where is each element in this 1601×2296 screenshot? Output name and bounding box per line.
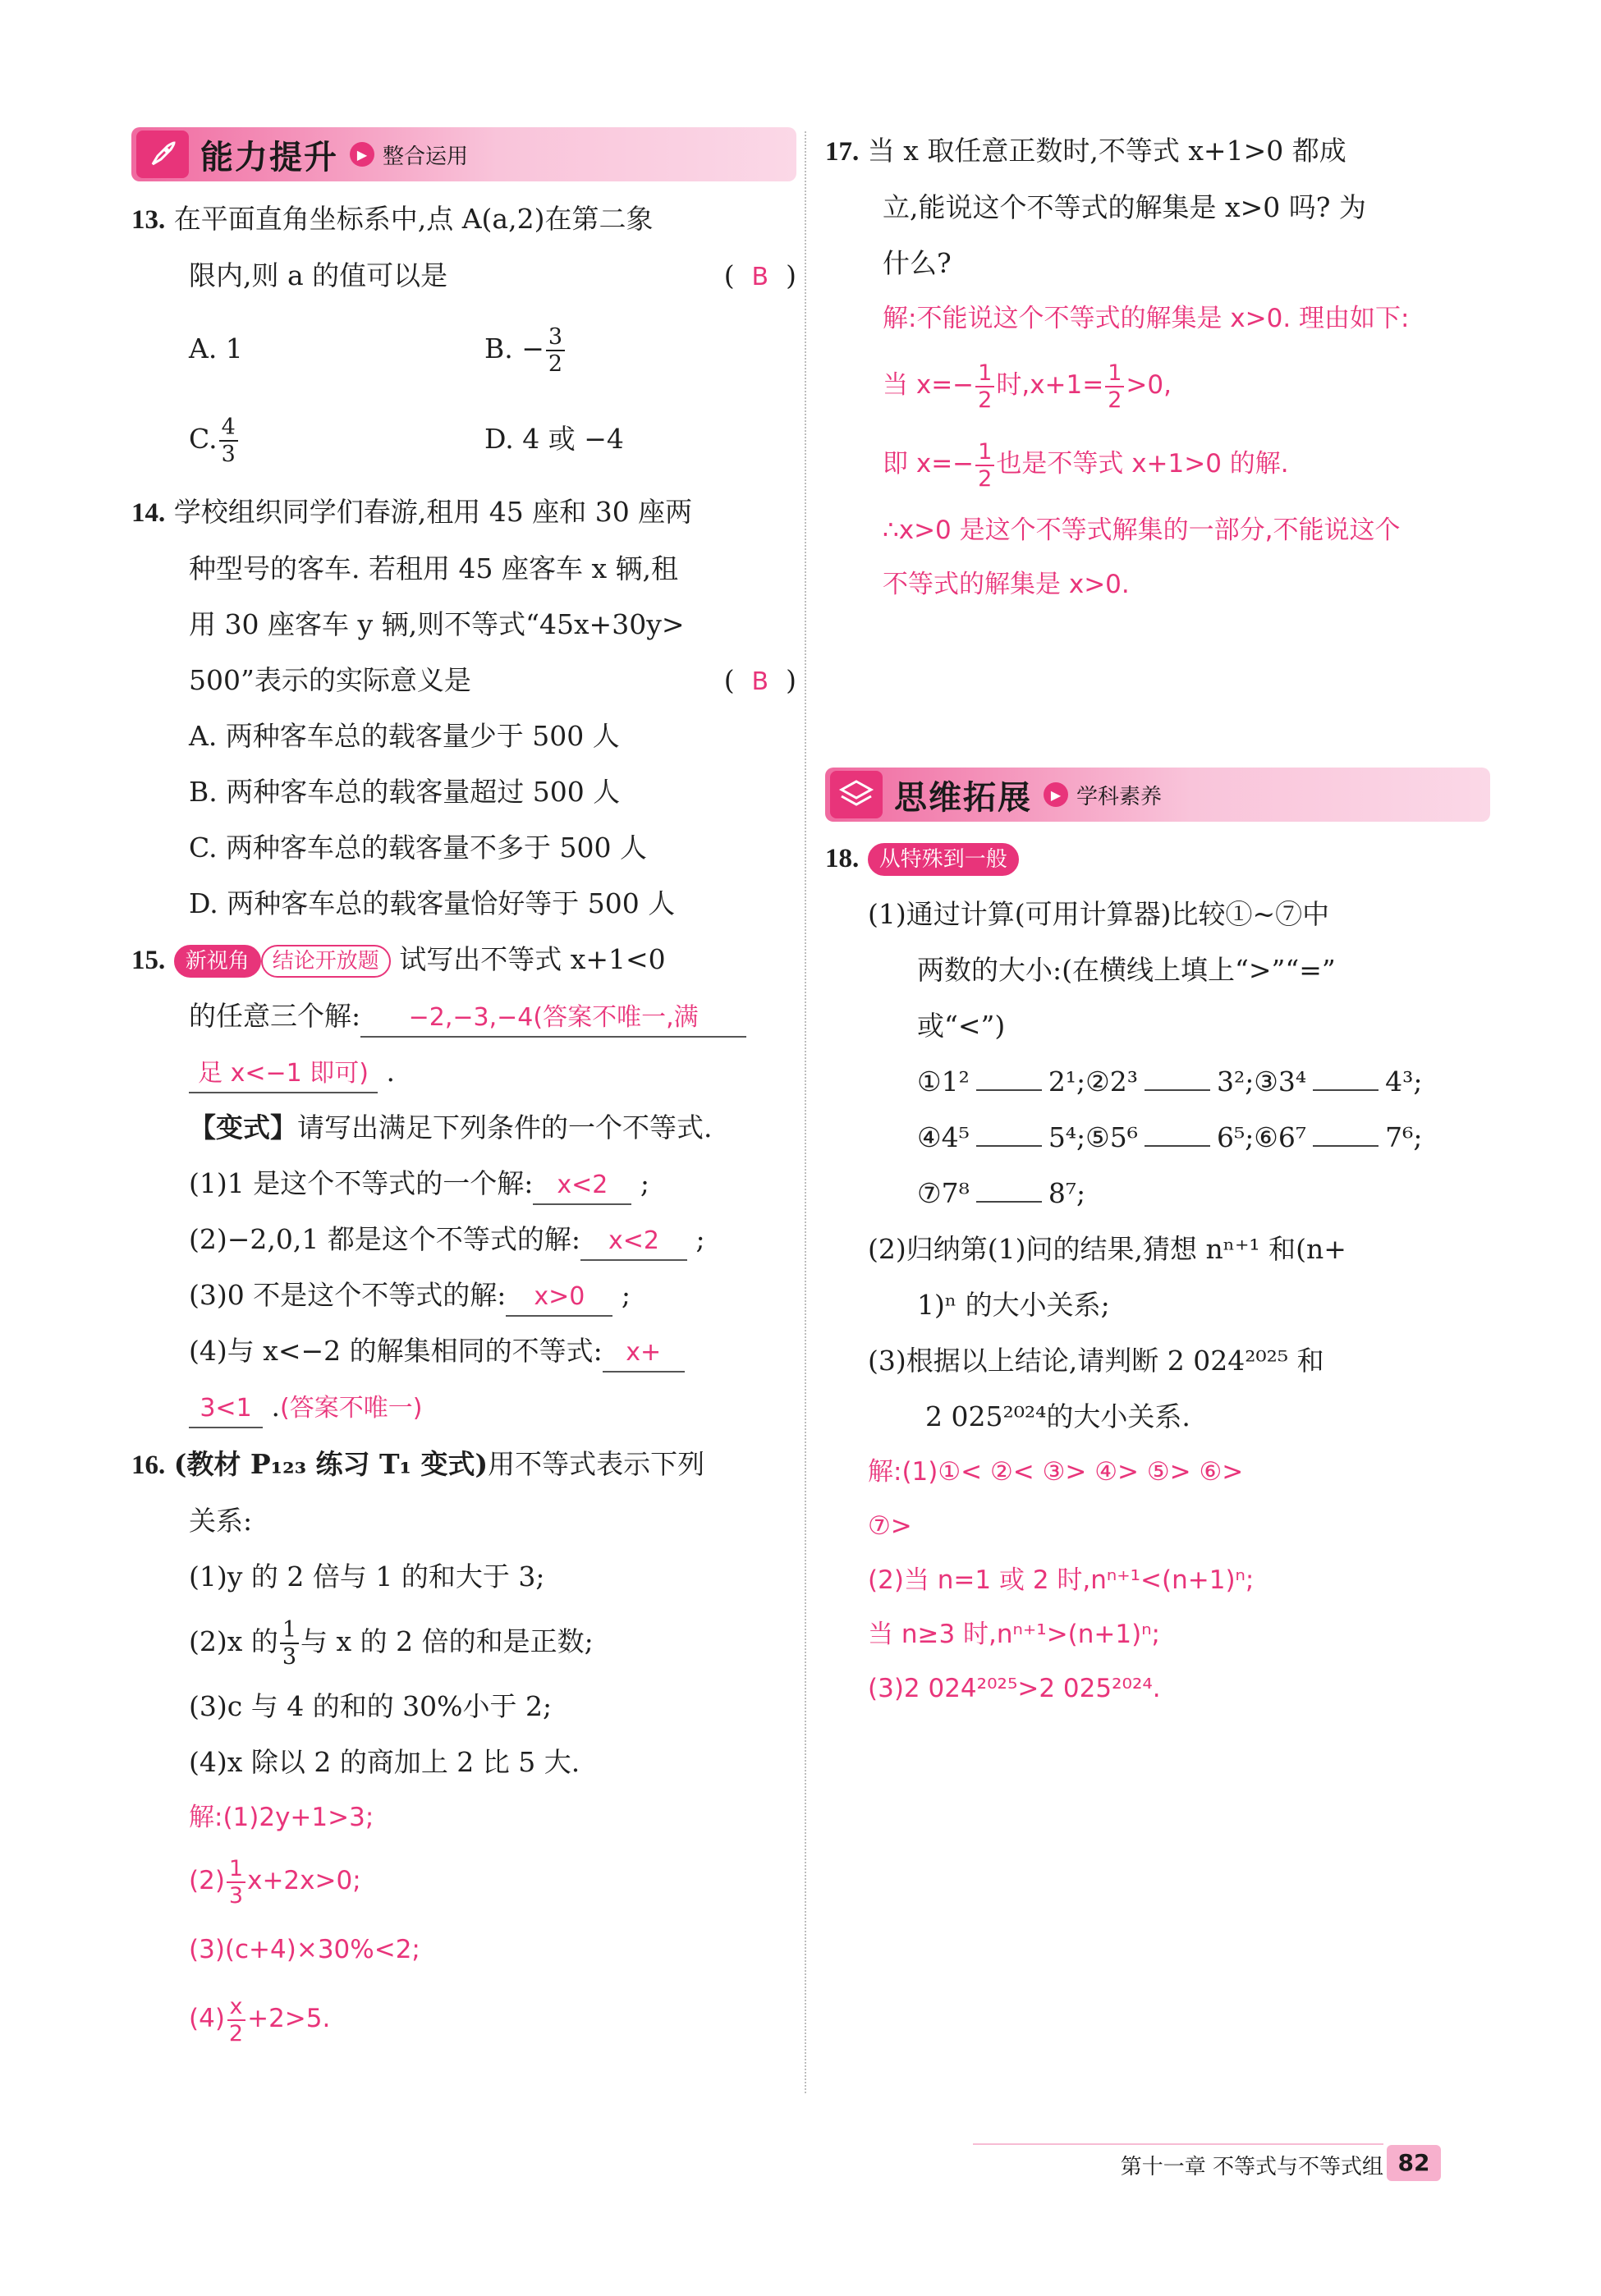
question-18 xyxy=(825,830,1490,1716)
question-number: 14. xyxy=(131,498,166,528)
sub-question: (3)根据以上结论,请判断 2 024²⁰²⁵ 和 xyxy=(868,1345,1324,1377)
question-text: 当 x 取任意正数时,不等式 x+1>0 都成 xyxy=(867,135,1346,167)
question-17 xyxy=(825,123,1490,612)
left-column xyxy=(131,127,796,2055)
question-source: (教材 P₁₂₃ 练习 T₁ 变式) xyxy=(173,1448,489,1480)
variant-text: 请写出满足下列条件的一个不等式. xyxy=(297,1111,713,1143)
variant-item: (2)−2,0,1 都是这个不等式的解: xyxy=(189,1223,580,1255)
tag-new-perspective: 新视角 xyxy=(174,945,261,978)
solution-line: (4) $\frac{x}{2}$ +2>5. xyxy=(189,1993,331,2046)
question-number: 13. xyxy=(131,205,166,235)
solution-line: (2) $\frac{1}{3}$ x+2x>0; xyxy=(189,1855,361,1909)
question-text: 立,能说这个不等式的解集是 x>0 吗? 为 xyxy=(883,191,1366,223)
sub-question: 两数的大小:(在横线上填上“>”“=” xyxy=(917,954,1336,986)
question-14 xyxy=(131,484,796,932)
question-number: 18. xyxy=(825,844,860,873)
option-d: D. 4 或 −4 xyxy=(484,423,624,455)
compare-row: ⑦7⁸ 8⁷; xyxy=(917,1177,1086,1209)
option-c: C. 两种客车总的载客量不多于 500 人 xyxy=(189,832,648,864)
section-subtitle: 整合运用 xyxy=(383,144,469,169)
answer-choice: B xyxy=(751,263,769,291)
chapter-title: 第十一章 不等式与不等式组 xyxy=(1120,2155,1383,2179)
solution-line: (3)2 024²⁰²⁵>2 025²⁰²⁴. xyxy=(868,1674,1161,1703)
variant-item: (4)与 x<−2 的解集相同的不等式: xyxy=(189,1335,603,1367)
right-column xyxy=(825,123,1490,1716)
solution-line: ⑦> xyxy=(868,1511,912,1541)
question-text: 500”表示的实际意义是 xyxy=(189,664,471,696)
variant-item: (3)0 不是这个不等式的解: xyxy=(189,1279,507,1311)
question-text: 学校组织同学们春游,租用 45 座和 30 座两 xyxy=(173,496,693,528)
sub-question: 或“<”) xyxy=(917,1010,1006,1042)
question-13 xyxy=(131,191,796,484)
play-icon: ▶ xyxy=(350,142,374,167)
solution-line: 解:(1)2y+1>3; xyxy=(189,1803,374,1832)
sub-question: (4)x 除以 2 的商加上 2 比 5 大. xyxy=(189,1746,580,1778)
solution-line: (3)(c+4)×30%<2; xyxy=(189,1935,420,1964)
answer-choice: B xyxy=(751,667,769,696)
sub-question: (1)y 的 2 倍与 1 的和大于 3; xyxy=(189,1560,545,1593)
section-subtitle: 学科素养 xyxy=(1076,784,1163,809)
question-text: 种型号的客车. 若租用 45 座客车 x 辆,租 xyxy=(189,552,679,584)
question-text: 什么? xyxy=(883,247,952,279)
question-text: 限内,则 a 的值可以是 xyxy=(189,259,448,291)
question-number: 15. xyxy=(131,946,166,975)
answer-blank: 足 x<−1 即可) xyxy=(189,1056,378,1093)
tag-special-to-general: 从特殊到一般 xyxy=(868,843,1019,876)
section-banner-thinking xyxy=(825,768,1490,822)
answer-blank: 3<1 xyxy=(189,1391,263,1428)
option-a: A. 1 xyxy=(189,332,243,364)
answer-blank: x<2 xyxy=(533,1167,631,1205)
sub-question: (1)通过计算(可用计算器)比较①~⑦中 xyxy=(868,898,1330,930)
column-divider xyxy=(805,131,806,2093)
section-banner-ability xyxy=(131,127,796,181)
sub-question: 1)ⁿ 的大小关系; xyxy=(917,1289,1110,1321)
question-text: 关系: xyxy=(189,1505,253,1537)
solution-line: 当 n≥3 时,nⁿ⁺¹>(n+1)ⁿ; xyxy=(868,1620,1161,1649)
question-15: 15. 新视角 结论开放题 试写出不等式 x+1<0 的任意三个解: −2,−3,−4(答案不唯一,满 足 x<−1 即可) . 【变式】请写出满足下列条件的一个不等式. (1)1 是这个不等式的一个解: x<2 ; (2)−2,0,1 都是这个不等式的解: x<2 ; (3)0 不是这个不等式的解: x>0 ; (4)与 x<−2 的解集相同的不等式: x+ 3<1 .(答案不唯一) xyxy=(131,932,796,1437)
page-footer xyxy=(973,2138,1482,2186)
answer-blank: x<2 xyxy=(580,1223,687,1261)
option-c: C. $\frac{4}{3}$ xyxy=(189,394,484,484)
question-text: 在平面直角坐标系中,点 A(a,2)在第二象 xyxy=(173,203,654,235)
options xyxy=(131,304,796,484)
answer-blank: −2,−3,−4(答案不唯一,满 xyxy=(360,1000,746,1038)
question-text: 用不等式表示下列 xyxy=(488,1448,705,1480)
solution-line: 解:(1)①< ②< ③> ④> ⑤> ⑥> xyxy=(868,1457,1244,1487)
option-d: D. 两种客车总的载客量恰好等于 500 人 xyxy=(189,887,676,919)
sub-question: (2)x 的 $\frac{1}{3}$ 与 x 的 2 倍的和是正数; xyxy=(189,1617,594,1670)
solution-line: 解:不能说这个不等式的解集是 x>0. 理由如下: xyxy=(883,304,1410,333)
solution-line: ∴x>0 是这个不等式解集的一部分,不能说这个 xyxy=(883,516,1401,545)
rocket-icon xyxy=(136,131,189,178)
compare-row: ①1² 2¹;②2³ 3²;③3⁴ 4³; xyxy=(917,1066,1423,1098)
question-text: 用 30 座客车 y 辆,则不等式“45x+30y> xyxy=(189,608,685,640)
question-text: 的任意三个解: xyxy=(189,1000,361,1032)
variant-item: (1)1 是这个不等式的一个解: xyxy=(189,1167,534,1199)
solution-line: 不等式的解集是 x>0. xyxy=(883,570,1130,599)
answer-blank: x+ xyxy=(603,1335,685,1373)
question-number: 16. xyxy=(131,1450,166,1480)
solution-line: 即 x=− $\frac{1}{2}$ 也是不等式 x+1>0 的解. xyxy=(883,438,1289,492)
solution-line: (2)当 n=1 或 2 时,nⁿ⁺¹<(n+1)ⁿ; xyxy=(868,1565,1255,1595)
page-number: 82 xyxy=(1387,2145,1441,2181)
variant-label: 【变式】 xyxy=(189,1111,297,1143)
answer-bracket: ( B ) xyxy=(723,664,796,696)
sub-question: (3)c 与 4 的和的 30%小于 2; xyxy=(189,1690,553,1722)
compare-row: ④4⁵ 5⁴;⑤5⁶ 6⁵;⑥6⁷ 7⁶; xyxy=(917,1121,1423,1153)
option-a: A. 两种客车总的载客量少于 500 人 xyxy=(189,720,620,752)
tag-open-conclusion: 结论开放题 xyxy=(261,945,391,978)
layers-icon xyxy=(830,771,883,818)
answer-bracket: ( B ) xyxy=(723,259,796,291)
section-title: 能力提升 xyxy=(200,138,338,176)
section-title: 思维拓展 xyxy=(894,778,1032,817)
question-text: 试写出不等式 x+1<0 xyxy=(399,943,666,975)
sub-question: 2 025²⁰²⁴的大小关系. xyxy=(925,1400,1190,1432)
question-16 xyxy=(131,1437,796,2055)
sub-question: (2)归纳第(1)问的结果,猜想 nⁿ⁺¹ 和(n+ xyxy=(868,1233,1346,1265)
answer-blank: x>0 xyxy=(506,1279,612,1317)
answer-note: (答案不唯一) xyxy=(279,1394,423,1423)
option-b: B. − $\frac{3}{2}$ xyxy=(484,304,780,394)
option-b: B. 两种客车总的载客量超过 500 人 xyxy=(189,776,621,808)
question-number: 17. xyxy=(825,137,860,167)
solution-line: 当 x=− $\frac{1}{2}$ 时,x+1= $\frac{1}{2}$ >0, xyxy=(883,360,1172,413)
play-icon: ▶ xyxy=(1044,782,1068,807)
